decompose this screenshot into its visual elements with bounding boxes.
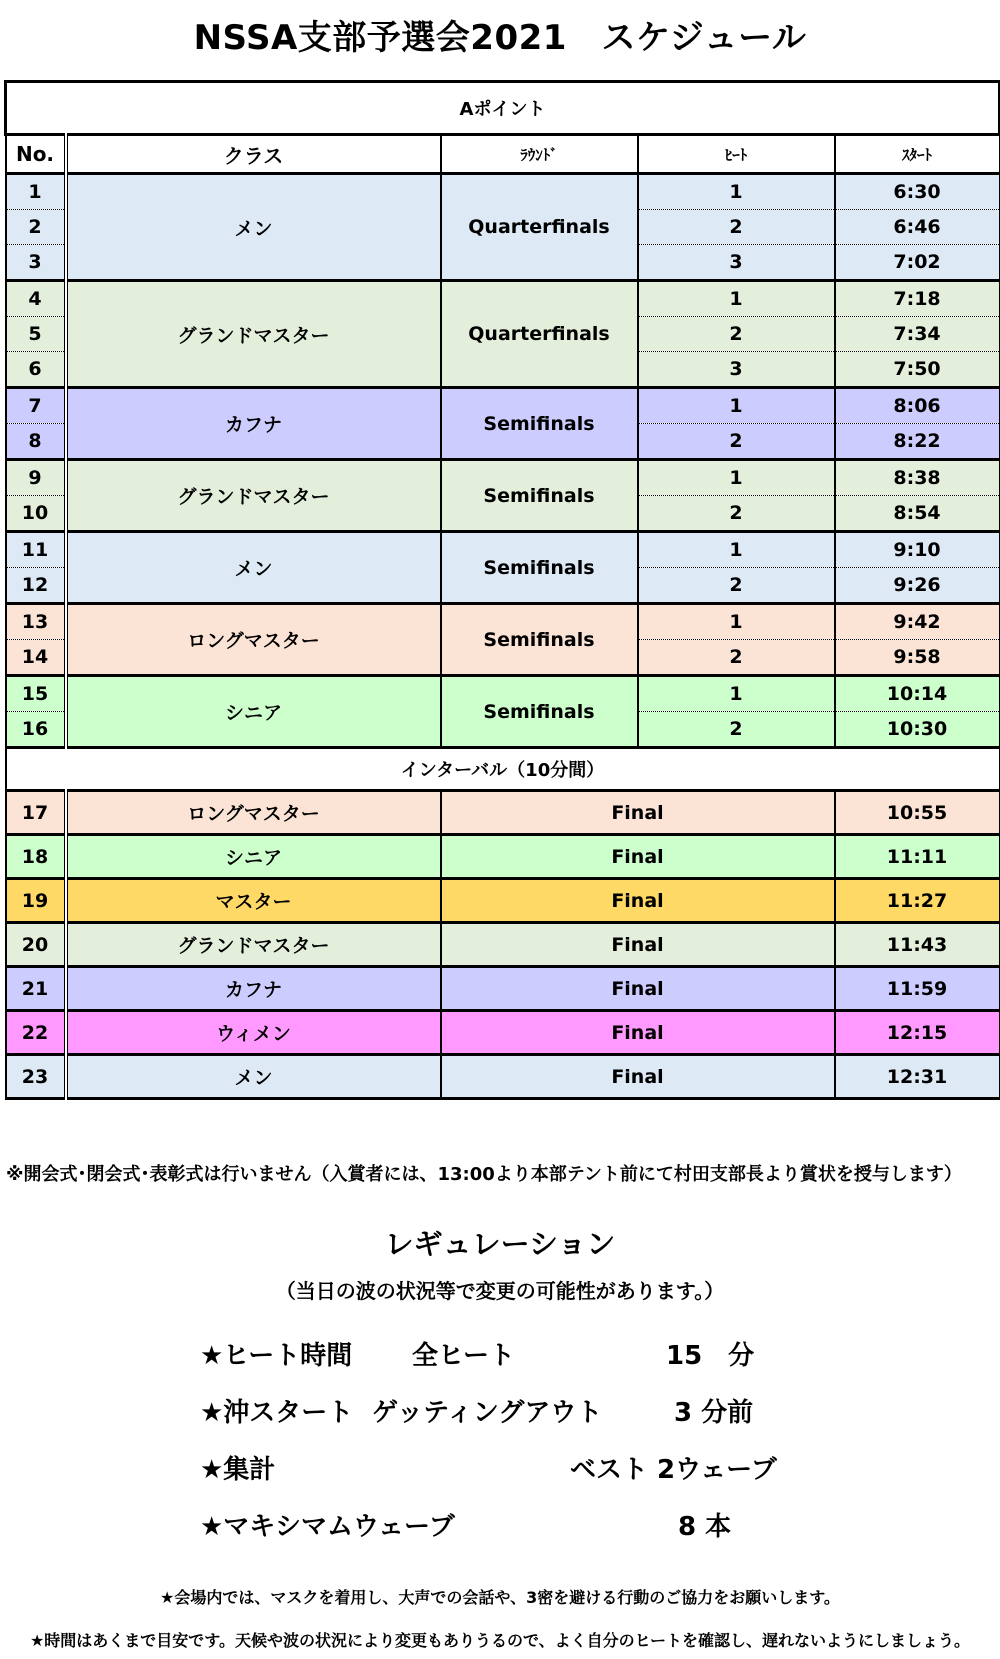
class-name: シニア [66, 835, 441, 879]
heat-number: 2 [638, 496, 835, 532]
row-number: 5 [6, 317, 66, 352]
start-time: 7:02 [835, 245, 1000, 281]
regulation-label: ★沖スタート [200, 1398, 354, 1428]
row-number: 3 [6, 245, 66, 281]
round-name: Final [441, 1011, 835, 1055]
start-time: 10:55 [835, 791, 1000, 835]
row-number: 4 [6, 281, 66, 317]
row-number: 1 [6, 174, 66, 210]
start-time: 7:18 [835, 281, 1000, 317]
note-time: ★時間はあくまで目安です。天候や波の状況により変更もありうるので、よく自分のヒートを確認し、遅れないようにしましょう。 [29, 1631, 971, 1650]
note-mask: ★会場内では、マスクを着用し、大声での会話や、3密を避ける行動のご協力をお願いします。 [160, 1588, 840, 1607]
start-time: 9:10 [835, 532, 1000, 568]
class-name: メン [66, 1055, 441, 1099]
row-number: 20 [6, 923, 66, 967]
heat-number: 1 [638, 460, 835, 496]
heat-number: 3 [638, 352, 835, 388]
start-time: 11:59 [835, 967, 1000, 1011]
start-time: 8:06 [835, 388, 1000, 424]
class-name: カフナ [66, 388, 441, 460]
heat-number: 1 [638, 388, 835, 424]
regulation-label: ★ヒート時間 [200, 1341, 353, 1371]
row-number: 22 [6, 1011, 66, 1055]
start-time: 10:30 [835, 712, 1000, 748]
start-time: 11:43 [835, 923, 1000, 967]
row-number: 18 [6, 835, 66, 879]
heat-number: 2 [638, 210, 835, 245]
regulation-mid: 全ヒート [412, 1341, 515, 1371]
round-name: Semifinals [441, 604, 638, 676]
start-time: 7:50 [835, 352, 1000, 388]
start-time: 9:26 [835, 568, 1000, 604]
header-round: ﾗｳﾝﾄﾞ [441, 135, 638, 174]
round-name: Final [441, 791, 835, 835]
header-no: No. [6, 135, 66, 174]
start-time: 9:58 [835, 640, 1000, 676]
class-name: カフナ [66, 967, 441, 1011]
regulation-mid: ゲッティングアウト [372, 1398, 603, 1428]
round-name: Final [441, 879, 835, 923]
final-row [6, 879, 1000, 923]
round-name: Quarterfinals [441, 174, 638, 281]
row-number: 10 [6, 496, 66, 532]
class-name: グランドマスター [66, 923, 441, 967]
row-number: 8 [6, 424, 66, 460]
heat-number: 2 [638, 640, 835, 676]
regulation-value: 3 分前 [674, 1398, 754, 1428]
final-row [6, 1011, 1000, 1055]
regulation-value: ベスト 2ウェーブ [570, 1455, 777, 1485]
final-row [6, 791, 1000, 835]
table-row [6, 281, 1000, 317]
regulation-title: レギュレーション [384, 1227, 616, 1261]
regulation-label: ★マキシマムウェーブ [200, 1512, 455, 1542]
round-name: Quarterfinals [441, 281, 638, 388]
heat-number: 1 [638, 281, 835, 317]
row-number: 14 [6, 640, 66, 676]
start-time: 11:11 [835, 835, 1000, 879]
heat-number: 2 [638, 712, 835, 748]
start-time: 6:46 [835, 210, 1000, 245]
table-row [6, 174, 1000, 210]
row-number: 17 [6, 791, 66, 835]
class-name: シニア [66, 676, 441, 748]
row-number: 2 [6, 210, 66, 245]
regulation-label: ★集計 [200, 1455, 276, 1485]
table-row [6, 460, 1000, 496]
round-name: Semifinals [441, 532, 638, 604]
start-time: 8:54 [835, 496, 1000, 532]
page-title: NSSA支部予選会2021 スケジュール [193, 18, 807, 58]
row-number: 13 [6, 604, 66, 640]
row-number: 9 [6, 460, 66, 496]
class-name: ウィメン [66, 1011, 441, 1055]
start-time: 8:22 [835, 424, 1000, 460]
header-class: クラス [66, 135, 441, 174]
start-time: 11:27 [835, 879, 1000, 923]
final-row [6, 967, 1000, 1011]
class-name: ロングマスター [66, 604, 441, 676]
row-number: 16 [6, 712, 66, 748]
row-number: 21 [6, 967, 66, 1011]
round-name: Final [441, 967, 835, 1011]
footnote: ※開会式･閉会式･表彰式は行いません（入賞者には、13:00より本部テント前にて村田支部長より賞状を授与します） [6, 1164, 962, 1185]
class-name: メン [66, 532, 441, 604]
final-row [6, 923, 1000, 967]
round-name: Semifinals [441, 388, 638, 460]
start-time: 10:14 [835, 676, 1000, 712]
row-number: 19 [6, 879, 66, 923]
header-start: ｽﾀｰﾄ [835, 135, 1000, 174]
heat-number: 3 [638, 245, 835, 281]
regulation-value: 8 本 [678, 1512, 732, 1542]
row-number: 6 [6, 352, 66, 388]
row-number: 7 [6, 388, 66, 424]
table-row [6, 532, 1000, 568]
final-row [6, 1055, 1000, 1099]
row-number: 15 [6, 676, 66, 712]
row-number: 23 [6, 1055, 66, 1099]
start-time: 9:42 [835, 604, 1000, 640]
point-label: Aポイント [6, 82, 1000, 135]
heat-number: 1 [638, 532, 835, 568]
start-time: 6:30 [835, 174, 1000, 210]
final-row [6, 835, 1000, 879]
start-time: 12:31 [835, 1055, 1000, 1099]
interval-label: インターバル（10分間） [6, 748, 1000, 791]
regulation-value: 15 分 [666, 1341, 755, 1371]
heat-number: 2 [638, 317, 835, 352]
round-name: Semifinals [441, 460, 638, 532]
heat-number: 1 [638, 174, 835, 210]
regulation-subtitle: （当日の波の状況等で変更の可能性があります。） [275, 1279, 725, 1303]
table-row [6, 604, 1000, 640]
round-name: Final [441, 923, 835, 967]
table-row [6, 676, 1000, 712]
table-row [6, 388, 1000, 424]
class-name: マスター [66, 879, 441, 923]
round-name: Final [441, 1055, 835, 1099]
start-time: 8:38 [835, 460, 1000, 496]
class-name: メン [66, 174, 441, 281]
round-name: Semifinals [441, 676, 638, 748]
class-name: グランドマスター [66, 281, 441, 388]
start-time: 7:34 [835, 317, 1000, 352]
class-name: ロングマスター [66, 791, 441, 835]
heat-number: 2 [638, 568, 835, 604]
row-number: 11 [6, 532, 66, 568]
class-name: グランドマスター [66, 460, 441, 532]
heat-number: 2 [638, 424, 835, 460]
heat-number: 1 [638, 604, 835, 640]
schedule-table [4, 80, 1000, 1100]
round-name: Final [441, 835, 835, 879]
interval-row [6, 748, 1000, 791]
heat-number: 1 [638, 676, 835, 712]
start-time: 12:15 [835, 1011, 1000, 1055]
row-number: 12 [6, 568, 66, 604]
header-heat: ﾋｰﾄ [638, 135, 835, 174]
